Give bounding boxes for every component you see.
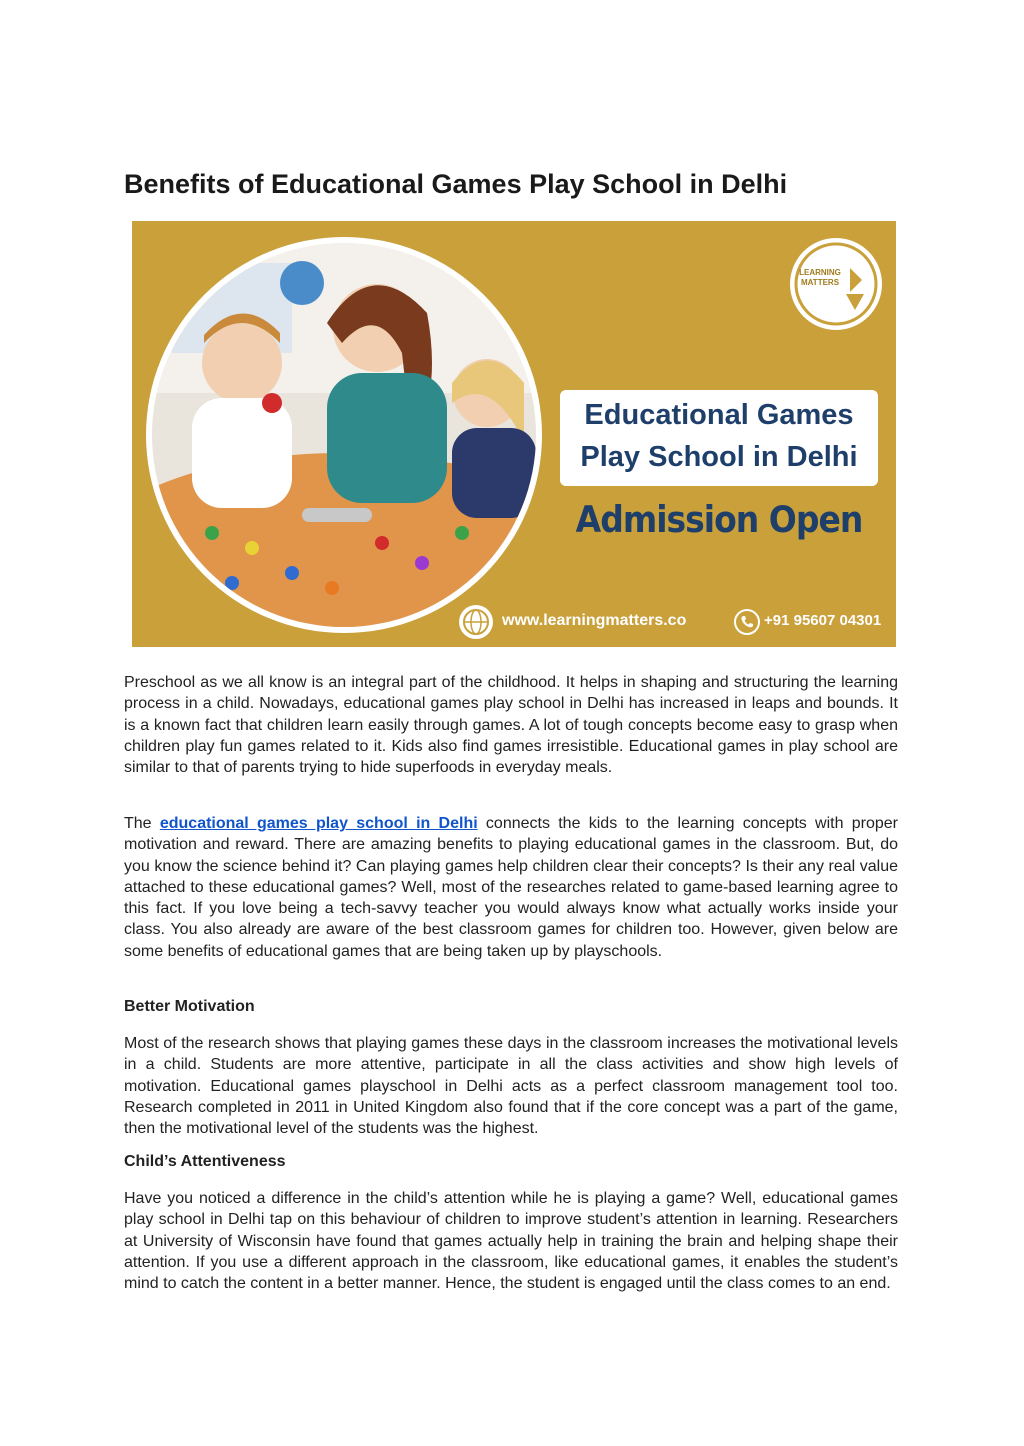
educational-games-link[interactable]: educational games play school in Delhi xyxy=(159,815,478,832)
classroom-photo-illustration xyxy=(152,243,536,627)
admission-open-text: Admission Open xyxy=(575,498,863,541)
section-heading-attentiveness: Child’s Attentiveness xyxy=(124,1153,286,1170)
classroom-photo xyxy=(152,243,536,627)
phone-number-text: +91 95607 04301 xyxy=(764,612,882,629)
motivation-paragraph: Most of the research shows that playing games these days in the classroom increases the motivational levels in a child. Students are more attentive, participate in all the class activities and show high levels of motivation. Educational games playschool in Delhi acts as a perfect classroom management tool too. Research completed in 2011 in United Kingdom also found that if the core concept was a part of the game, then the motivational level of the students was the highest. xyxy=(124,1035,898,1138)
globe-glyph xyxy=(459,605,493,639)
globe-icon xyxy=(459,605,493,639)
banner-headline xyxy=(560,394,878,478)
headline-line-2: Play School in Delhi xyxy=(580,441,858,473)
section-heading-motivation: Better Motivation xyxy=(124,998,255,1015)
phone-icon xyxy=(734,609,760,635)
headline-line-1: Educational Games xyxy=(584,399,854,431)
paragraph-rest: connects the kids to the learning concepts with proper motivation and reward. There are amazing benefits to playing educational games in the classroom. But, do you know the science behind it? Can playing games help children clear their concepts? Is their any real value attached to these educational games? Well, most of the researches related to game-based learning agree to this fact. If you love being a tech-savvy teacher you would always know what actually works inside your class. You also already are aware of the best classroom games for children too. However, given below are some benefits of educational games that are being taken up by playschools. xyxy=(124,815,899,960)
paragraph-lead: The xyxy=(124,815,160,832)
page-title: Benefits of Educational Games Play School in Delhi xyxy=(124,169,788,199)
links-paragraph xyxy=(124,813,898,962)
phone-glyph xyxy=(736,611,758,633)
website-text: www.learningmatters.co xyxy=(502,612,687,629)
attentiveness-paragraph: Have you noticed a difference in the child’s attention while he is playing a game? Well, educational games play school in Delhi tap on this behaviour of children to improve student’s attention in learning. Researchers at University of Wisconsin have found that games actually help in training the brain and helping shape their attention. If you use a different approach in the classroom, like educational games, it enables the student’s mind to catch the content in a better manner. Hence, the student is engaged until the class comes to an end. xyxy=(124,1190,898,1293)
intro-paragraph: Preschool as we all know is an integral part of the childhood. It helps in shaping and structuring the learning process in a child. Nowadays, educational games play school in Delhi has increased in leaps and bounds. It is a known fact that children learn easily through games. A lot of tough concepts become easy to grasp when children play fun games related to it. Kids also find games irresistible. Educational games in play school are similar to that of parents trying to hide superfoods in everyday meals. xyxy=(124,674,898,777)
logo-text: LEARNING MATTERS xyxy=(799,268,841,287)
